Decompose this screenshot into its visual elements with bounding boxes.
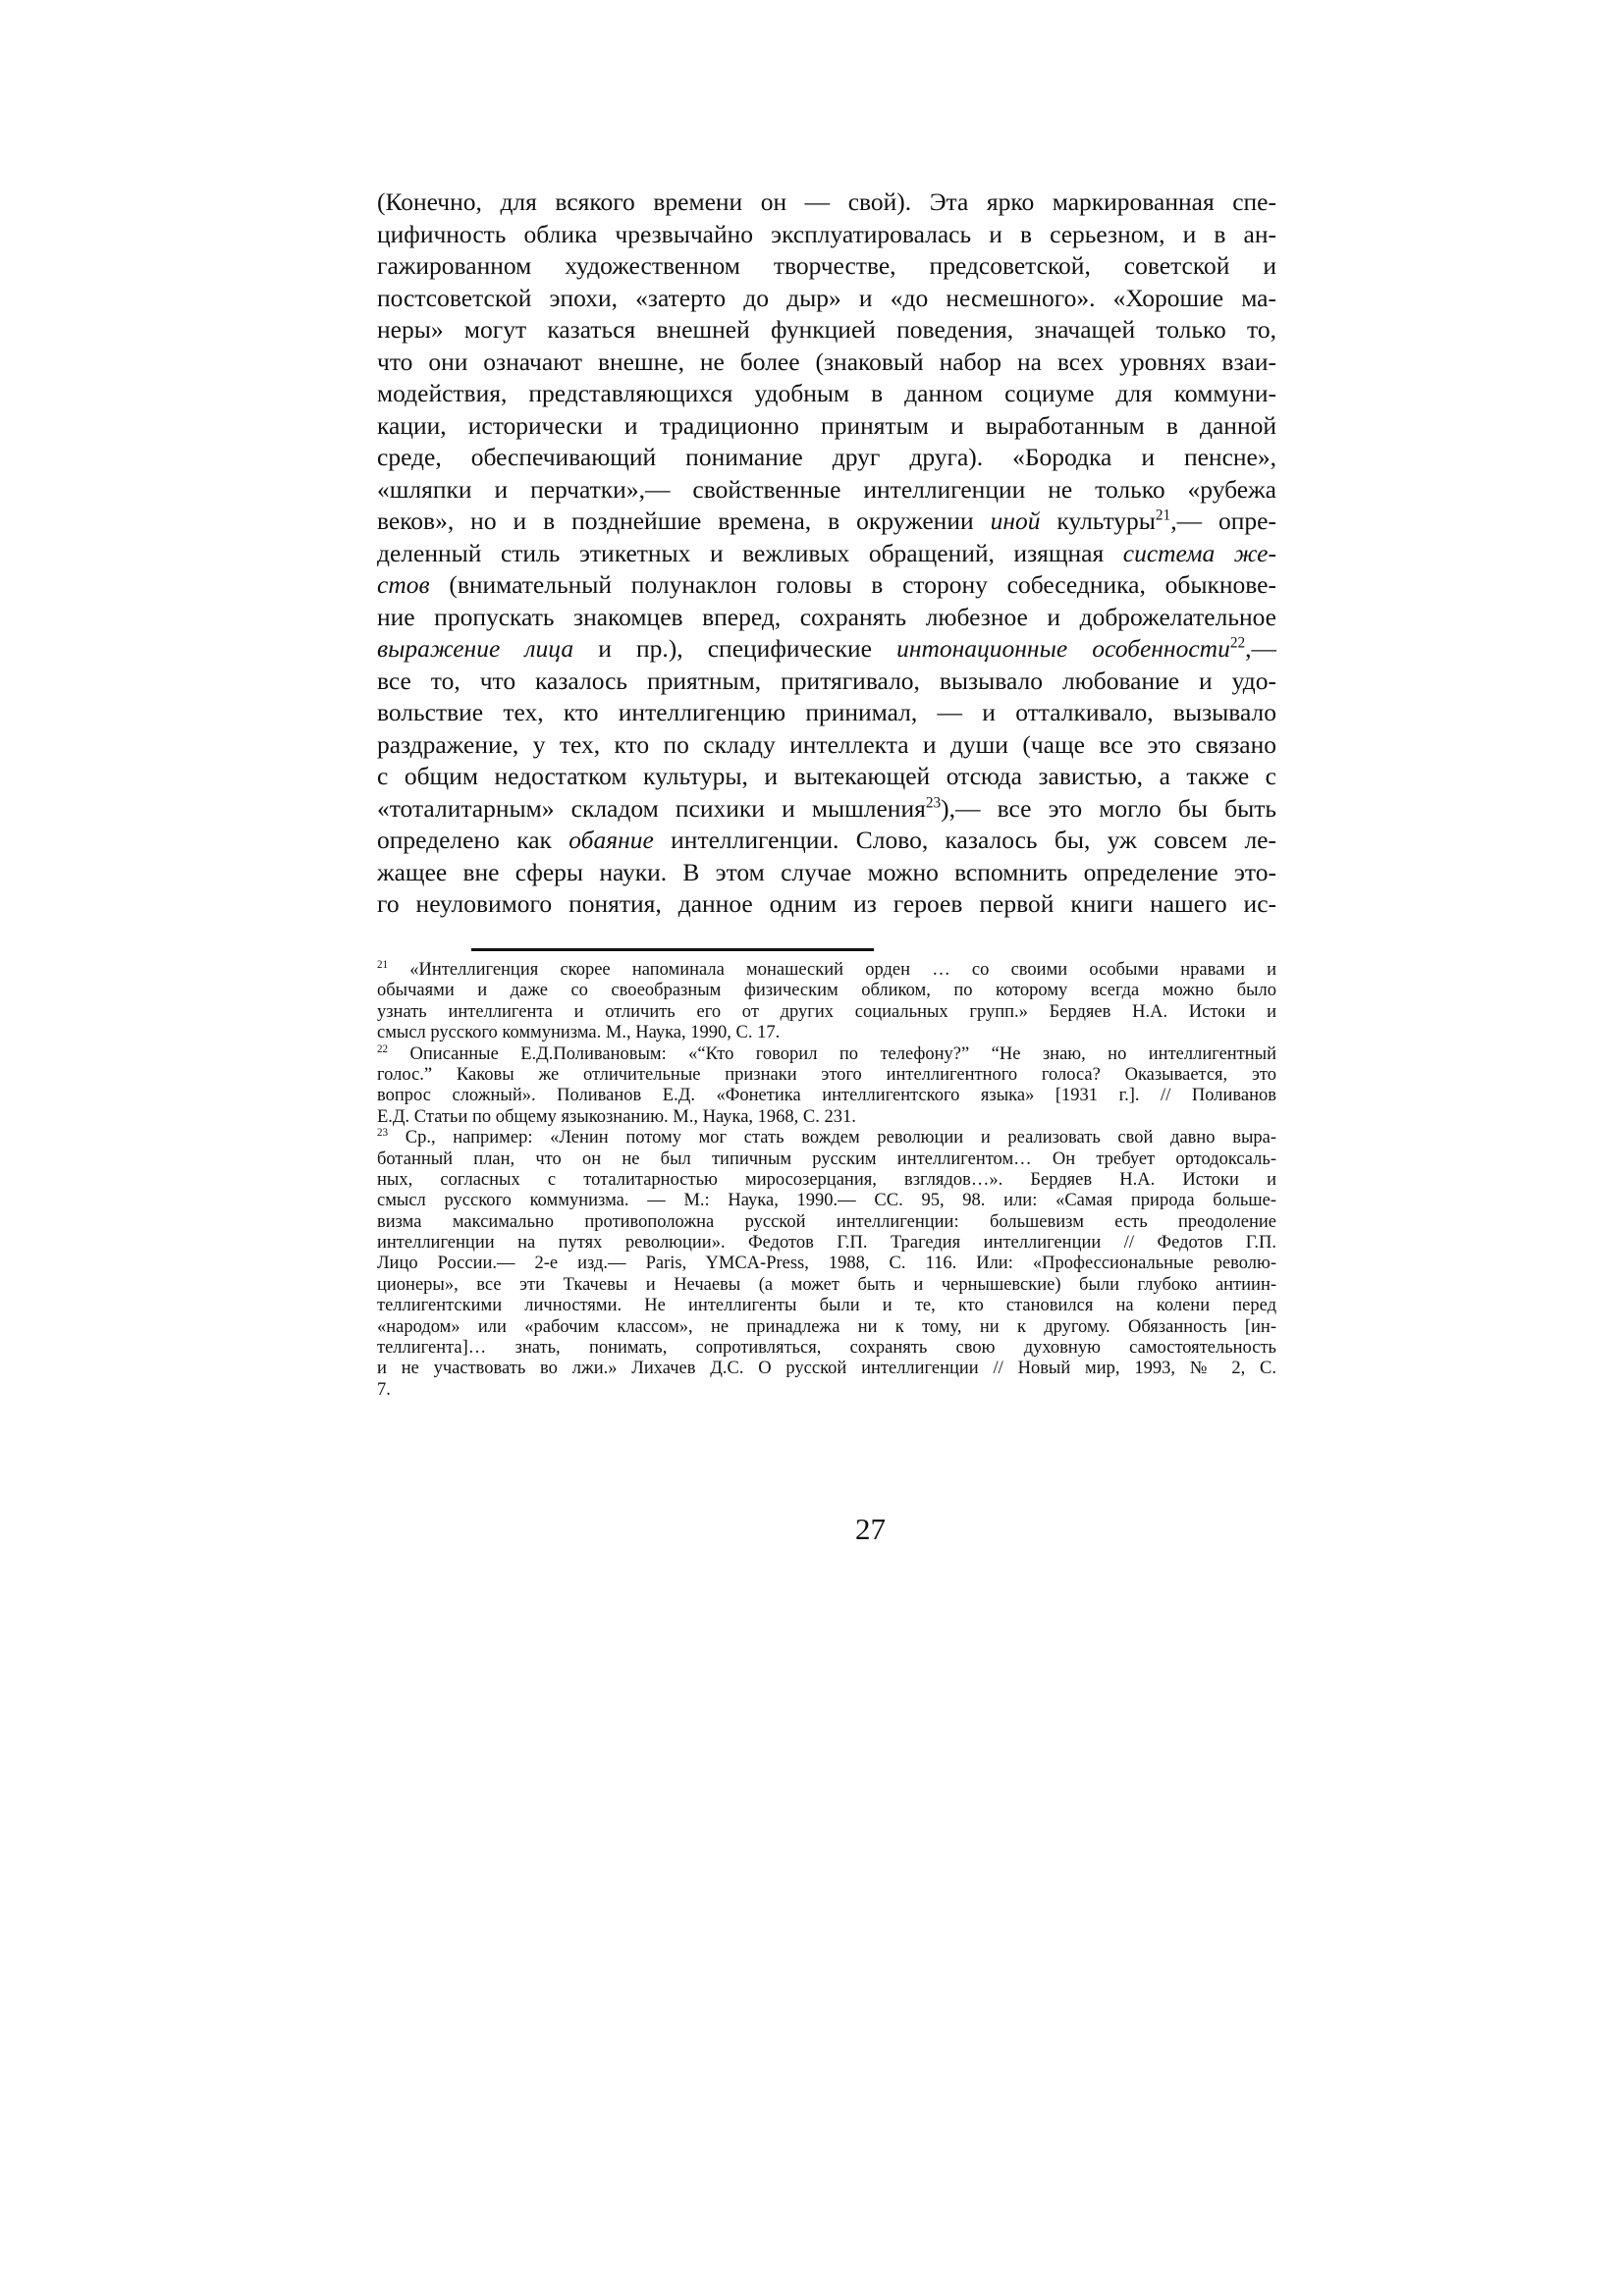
- footnote-text: смысл русского коммунизма. М., Наука, 1990, С. 17.: [377, 1023, 781, 1043]
- line-text: ,—: [1245, 634, 1276, 663]
- footnote-text: Описанные Е.Д.Поливановым: «“Кто говорил по телефону?” “Не знаю, но интеллигентный: [388, 1043, 1276, 1064]
- text-line: [377, 250, 1276, 283]
- line-text: веков», но и в позднейшие времена, в окружении: [377, 507, 991, 535]
- italic-text: система же-: [1122, 538, 1276, 567]
- footnote-line: [377, 1023, 1276, 1043]
- footnote-ref: 21: [1155, 507, 1171, 524]
- line-text: интеллигенции. Слово, казалось бы, уж совсем ле-: [653, 826, 1276, 854]
- line-text: (Конечно, для всякого времени он — свой). Эта ярко маркированная спе-: [377, 187, 1276, 216]
- footnote-number: 21: [377, 958, 389, 971]
- text-line: [377, 666, 1276, 698]
- footnote-line: [377, 1107, 1276, 1128]
- line-text: кации, исторически и традиционно принятым и выработанным в данной: [377, 410, 1276, 440]
- line-text: жащее вне сферы науки. В этом случае можно вспомнить определение это-: [377, 857, 1276, 886]
- footnote-line: [377, 960, 1276, 981]
- italic-text: стов: [377, 570, 430, 599]
- text-line: [377, 219, 1276, 251]
- footnote-text: узнать интеллигента и отличить его от других социальных групп.» Бердяев Н.А. Истоки и: [377, 1001, 1276, 1022]
- footnote-line: [377, 1149, 1276, 1170]
- footnote-ref: 22: [1229, 634, 1246, 652]
- footnote-line: [377, 1296, 1276, 1316]
- text-line: [377, 888, 1276, 921]
- line-text: го неуловимого понятия, данное одним из героев первой книги нашего ис-: [377, 889, 1276, 918]
- text-line: [377, 506, 1276, 538]
- line-text: модействия, представляющихся удобным в данном социуме для коммуни-: [377, 379, 1276, 407]
- footnote-text: 7.: [377, 1379, 391, 1400]
- footnote-text: Лицо России.— 2-е изд.— Paris, YMCA-Press, 1988, С. 116. Или: «Профессиональные револю-: [377, 1254, 1276, 1274]
- line-text: определено как: [377, 826, 569, 854]
- footnote-line: [377, 1254, 1276, 1274]
- text-line: [377, 761, 1276, 793]
- page-number: 27: [855, 1512, 886, 1546]
- text-line: [377, 633, 1276, 666]
- text-line: [377, 697, 1276, 729]
- footnote-line: [377, 1044, 1276, 1065]
- footnote-text: и не участвовать во лжи.» Лихачев Д.С. О русской интеллигенции // Новый мир, 1993, № 2, С.: [377, 1359, 1276, 1379]
- footnote-text: интеллигенции на путях революции». Федотов Г.П. Трагедия интеллигенции // Федотов Г.П.: [377, 1233, 1276, 1254]
- text-line: [377, 729, 1276, 762]
- text-line: [377, 857, 1276, 889]
- footnote-text: ных, согласных с тоталитарностью миросозерцания, взглядов…». Бердяев Н.А. Истоки и: [377, 1169, 1276, 1190]
- footnote-text: ботанный план, что он не был типичным русским интеллигентом… Он требует ортодоксаль-: [377, 1148, 1276, 1169]
- footnote-line: [377, 1380, 1276, 1401]
- text-line: [377, 410, 1276, 443]
- line-text: ),— все это могло бы быть: [941, 793, 1276, 823]
- text-line: [377, 825, 1276, 857]
- footnote-text: смысл русского коммунизма. — М.: Наука, 1990.— СС. 95, 98. или: «Самая природа больше-: [377, 1191, 1276, 1211]
- line-text: среде, обеспечивающий понимание друг друга). «Бородка и пенсне»,: [377, 443, 1276, 471]
- line-text: раздражение, у тех, кто по складу интеллекта и души (чаще все это связано: [377, 729, 1276, 759]
- line-text: культуры: [1040, 507, 1156, 535]
- footnote-text: визма максимально противоположна русской интеллигенции: большевизм есть преодоление: [377, 1211, 1276, 1232]
- italic-text: выражение лица: [377, 634, 574, 663]
- line-text: цифичность облика чрезвычайно эксплуатировалась и в серьезном, и в ан-: [377, 219, 1276, 248]
- footnote-ref: 23: [925, 794, 942, 811]
- footnote-line: [377, 1212, 1276, 1233]
- line-text: с общим недостатком культуры, и вытекающей отсюда завистью, а также с: [377, 762, 1276, 790]
- footnote-line: [377, 1002, 1276, 1023]
- footnote-line: [377, 1275, 1276, 1296]
- line-text: ние пропускать знакомцев вперед, сохранять любезное и доброжелательное: [377, 602, 1276, 631]
- text-line: [377, 378, 1276, 410]
- footnote-text: голос.” Каковы же отличительные признаки этого интеллигентного голоса? Оказывается, это: [377, 1064, 1276, 1085]
- footnote-text: ционеры», все эти Ткачевы и Нечаевы (а может быть и чернышевские) были глубоко антиин-: [377, 1274, 1276, 1295]
- text-line: [377, 442, 1276, 474]
- line-text: и пр.), специфические: [573, 634, 897, 663]
- footnote-text: «народом» или «рабочим классом», не принадлежа ни к тому, ни к другому. Обязанность [ин-: [377, 1316, 1276, 1337]
- line-text: все то, что казалось приятным, притягивало, вызывало любование и удо-: [377, 666, 1276, 695]
- text-line: [377, 793, 1276, 826]
- text-line: [377, 347, 1276, 379]
- italic-text: интонационные особенности: [896, 634, 1230, 663]
- footnote-text: «Интеллигенция скорее напоминала монашеский орден … со своими особыми нравами и: [388, 960, 1276, 980]
- footnote-number: 23: [377, 1126, 389, 1139]
- line-text: вольствие тех, кто интеллигенцию принимал, — и отталкивало, вызывало: [377, 698, 1276, 726]
- text-line: [377, 538, 1276, 570]
- footnote-text: Ср., например: «Ленин потому мог стать вождем революции и реализовать свой давно выра-: [388, 1128, 1276, 1148]
- line-text: постсоветской эпохи, «затерто до дыр» и «до несмешного». «Хорошие ма-: [377, 283, 1276, 312]
- line-text: «тоталитарным» складом психики и мышления: [377, 793, 926, 823]
- footnote-text: теллигента]… знать, понимать, сопротивляться, сохранять свою духовную самостоятельность: [377, 1338, 1276, 1359]
- footnote-line: [377, 981, 1276, 1001]
- footnote-line: [377, 1233, 1276, 1254]
- text-line: [377, 283, 1276, 315]
- text-line: [377, 602, 1276, 634]
- line-text: неры» могут казаться внешней функцией поведения, значащей только то,: [377, 315, 1276, 344]
- footnote-text: вопрос сложный». Поливанов Е.Д. «Фонетика интеллигентского языка» [1931 г.]. // Поливанов: [377, 1086, 1276, 1106]
- footnote-line: [377, 1128, 1276, 1148]
- text-line: [377, 187, 1276, 219]
- footnote-line: [377, 1065, 1276, 1086]
- text-line: [377, 474, 1276, 507]
- line-text: «шляпки и перчатки»,— свойственные интеллигенции не только «рубежа: [377, 474, 1276, 504]
- footnotes: [377, 960, 1276, 1401]
- footnote-text: Е.Д. Статьи по общему языкознанию. М., Наука, 1968, С. 231.: [377, 1106, 856, 1127]
- footnote-text: теллигентскими личностями. Не интеллигенты были и те, кто становился на колени перед: [377, 1296, 1276, 1316]
- footnote-text: обычаями и даже со своеобразным физическим обликом, по которому всегда можно было: [377, 981, 1276, 1001]
- italic-text: обаяние: [568, 826, 654, 854]
- line-text: (внимательный полунаклон головы в сторону собеседника, обыкнове-: [429, 570, 1276, 599]
- text-line: [377, 314, 1276, 347]
- footnote-line: [377, 1086, 1276, 1106]
- footnote-number: 22: [377, 1042, 389, 1055]
- line-text: гажированном художественном творчестве, предсоветской, советской и: [377, 251, 1276, 280]
- text-line: [377, 569, 1276, 602]
- footnote-line: [377, 1338, 1276, 1359]
- footnote-line: [377, 1359, 1276, 1379]
- footnote-line: [377, 1170, 1276, 1191]
- footnote-separator: [471, 948, 874, 951]
- footnote-line: [377, 1317, 1276, 1338]
- line-text: деленный стиль этикетных и вежливых обращений, изящная: [377, 538, 1123, 567]
- line-text: что они означают внешне, не более (знаковый набор на всех уровнях взаи-: [377, 347, 1276, 376]
- line-text: ,— опре-: [1170, 507, 1276, 535]
- main-text: [377, 187, 1276, 921]
- italic-text: иной: [990, 507, 1041, 535]
- footnote-line: [377, 1191, 1276, 1211]
